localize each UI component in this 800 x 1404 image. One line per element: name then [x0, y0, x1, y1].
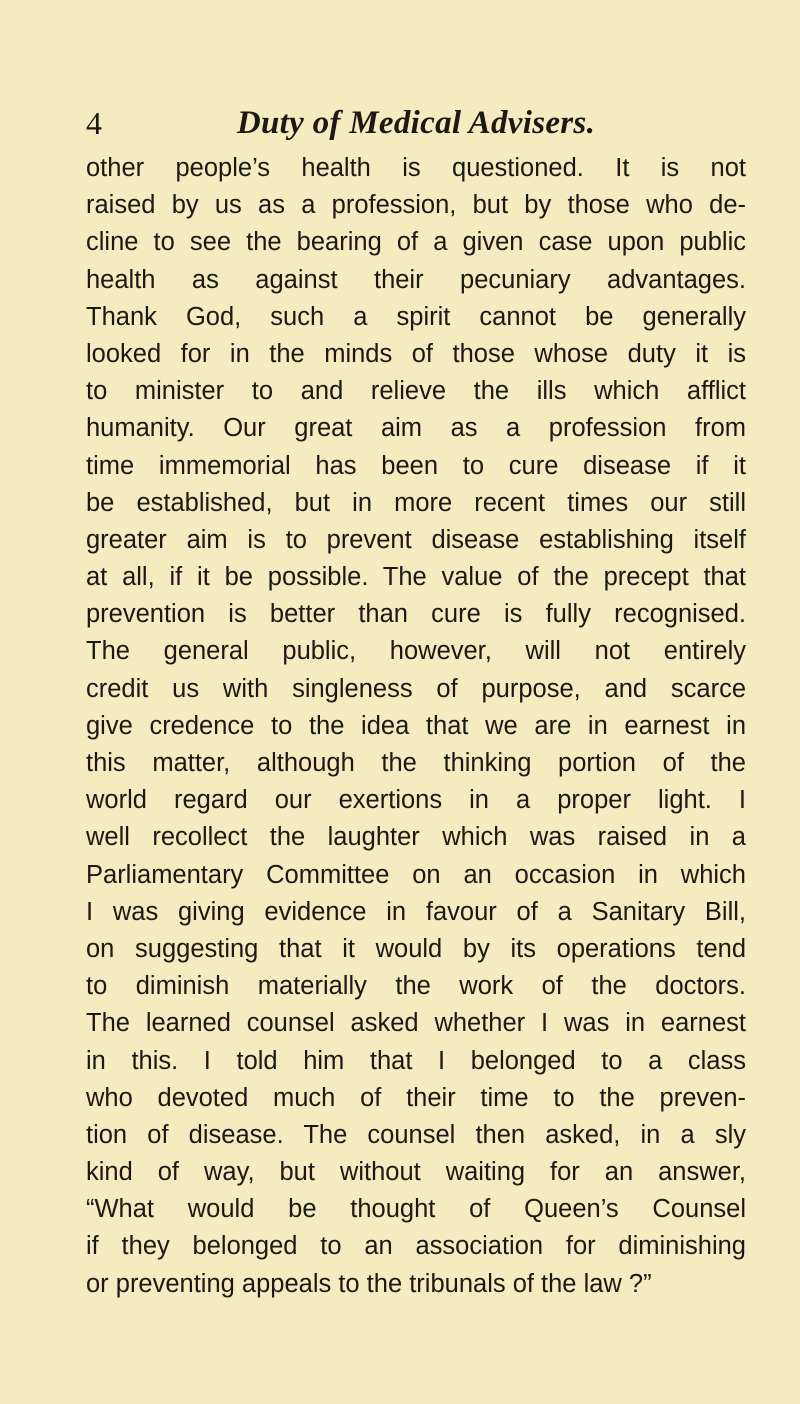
text-line: The general public, however, will not entirely — [86, 637, 746, 666]
body-text — [86, 150, 746, 1303]
text-line: prevention is better than cure is fully recognised. — [86, 600, 746, 629]
text-line: be established, but in more recent times our still — [86, 488, 746, 517]
text-line: to diminish materially the work of the doctors. — [86, 972, 746, 1001]
text-line: “What would be thought of Queen’s Counsel — [86, 1195, 746, 1224]
text-line: other people’s health is questioned. It is not — [86, 154, 746, 182]
text-line: on suggesting that it would by its operations tend — [86, 934, 746, 963]
text-line: to minister to and relieve the ills which afflict — [86, 377, 746, 406]
text-line: this matter, although the thinking portion of the — [86, 749, 746, 777]
text-line: kind of way, but without waiting for an answer, — [86, 1158, 746, 1187]
text-line: raised by us as a profession, but by those who de- — [86, 191, 746, 220]
text-line: The learned counsel asked whether I was in earnest — [86, 1009, 746, 1038]
text-line: Thank God, such a spirit cannot be generally — [86, 302, 746, 331]
text-line: world regard our exertions in a proper light. I — [86, 786, 746, 815]
text-line: give credence to the idea that we are in earnest in — [86, 711, 746, 740]
text-line: greater aim is to prevent disease establishing itself — [86, 525, 746, 554]
text-line: in this. I told him that I belonged to a class — [86, 1046, 746, 1075]
text-line: health as against their pecuniary advantages. — [86, 265, 746, 294]
text-line: Parliamentary Committee on an occasion in which — [86, 860, 746, 889]
running-title: Duty of Medical Advisers. — [236, 105, 596, 141]
text-line: cline to see the bearing of a given case upon public — [86, 228, 746, 257]
text-line: I was giving evidence in favour of a Sanitary Bill, — [86, 897, 746, 926]
text-line: looked for in the minds of those whose duty it is — [86, 339, 746, 368]
text-line: humanity. Our great aim as a profession from — [86, 414, 746, 443]
text-line: well recollect the laughter which was raised in a — [86, 823, 746, 852]
page-number: 4 — [86, 105, 102, 141]
text-line: or preventing appeals to the tribunals of the law ?” — [86, 1269, 652, 1298]
text-line: time immemorial has been to cure disease if it — [86, 451, 746, 480]
running-head — [86, 98, 746, 148]
text-line: credit us with singleness of purpose, and scarce — [86, 674, 746, 703]
text-line: who devoted much of their time to the preven- — [86, 1083, 746, 1112]
text-line: tion of disease. The counsel then asked, in a sly — [86, 1120, 746, 1149]
text-line: if they belonged to an association for diminishing — [86, 1232, 746, 1261]
text-line: at all, if it be possible. The value of the precept that — [86, 563, 746, 592]
